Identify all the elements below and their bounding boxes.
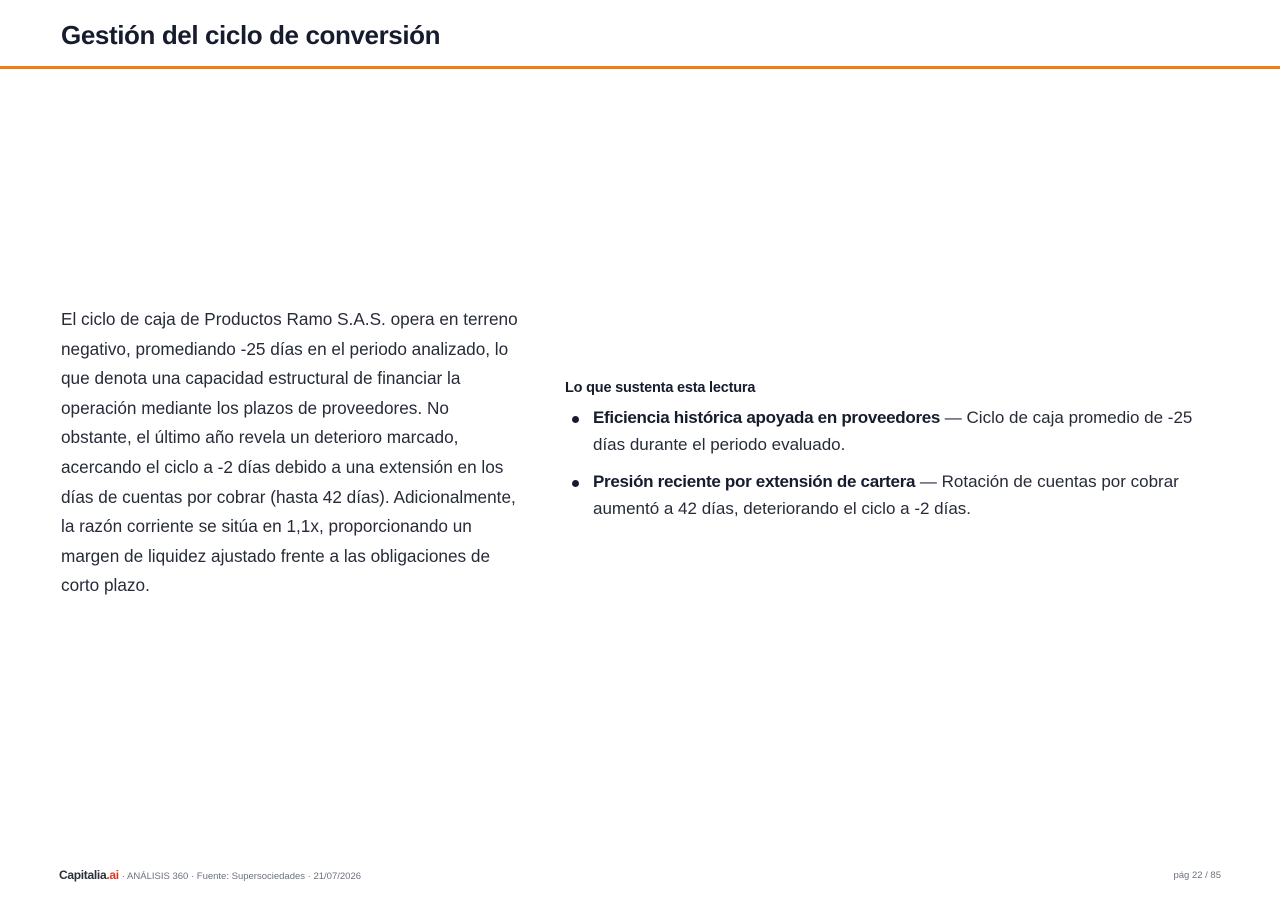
analysis-paragraph: El ciclo de caja de Productos Ramo S.A.S. opera en terreno negativo, promediando -25 días en el periodo analizado, lo que denota una capacidad estructural de financiar la operación mediante los plazos de proveedores. No obstante, el último año revela un deterioro marcado, acercando el ciclo a -2 días debido a una extensión en los días de cuentas por cobrar (hasta 42 días). Adicionalmente, la razón corriente se sitúa en 1,1x, proporcionando un margen de liquidez ajustado frente a las obligaciones de corto plazo. (61, 309, 518, 596)
support-item-title: Presión reciente por extensión de cartera (593, 472, 916, 491)
bullet-dot-icon (572, 416, 579, 423)
page-footer (59, 868, 1221, 886)
support-item-title: Eficiencia histórica apoyada en proveedores (593, 408, 941, 427)
support-section (565, 380, 1215, 532)
analysis-section (61, 305, 521, 601)
support-item (565, 468, 1215, 522)
page-header (0, 0, 1280, 69)
page-title: Gestión del ciclo de conversión (61, 20, 441, 50)
footer-meta: · ANÁLISIS 360 · Fuente: Supersociedades · 21/07/2026 (121, 871, 362, 882)
logo-main: Capitalia (59, 868, 107, 882)
capitalia-logo (59, 868, 119, 882)
support-list (565, 404, 1215, 522)
logo-accent: .ai (106, 868, 119, 882)
footer-left (59, 868, 361, 882)
support-item-text: — Ciclo de caja promedio de -25 días durante el periodo evaluado. (593, 408, 1193, 454)
page-number: pág 22 / 85 (1173, 870, 1221, 881)
support-heading: Lo que sustenta esta lectura (565, 380, 756, 396)
support-item (565, 404, 1215, 458)
bullet-dot-icon (572, 480, 579, 487)
support-item-text: — Rotación de cuentas por cobrar aumentó a 42 días, deteriorando el ciclo a -2 días. (593, 472, 1179, 518)
